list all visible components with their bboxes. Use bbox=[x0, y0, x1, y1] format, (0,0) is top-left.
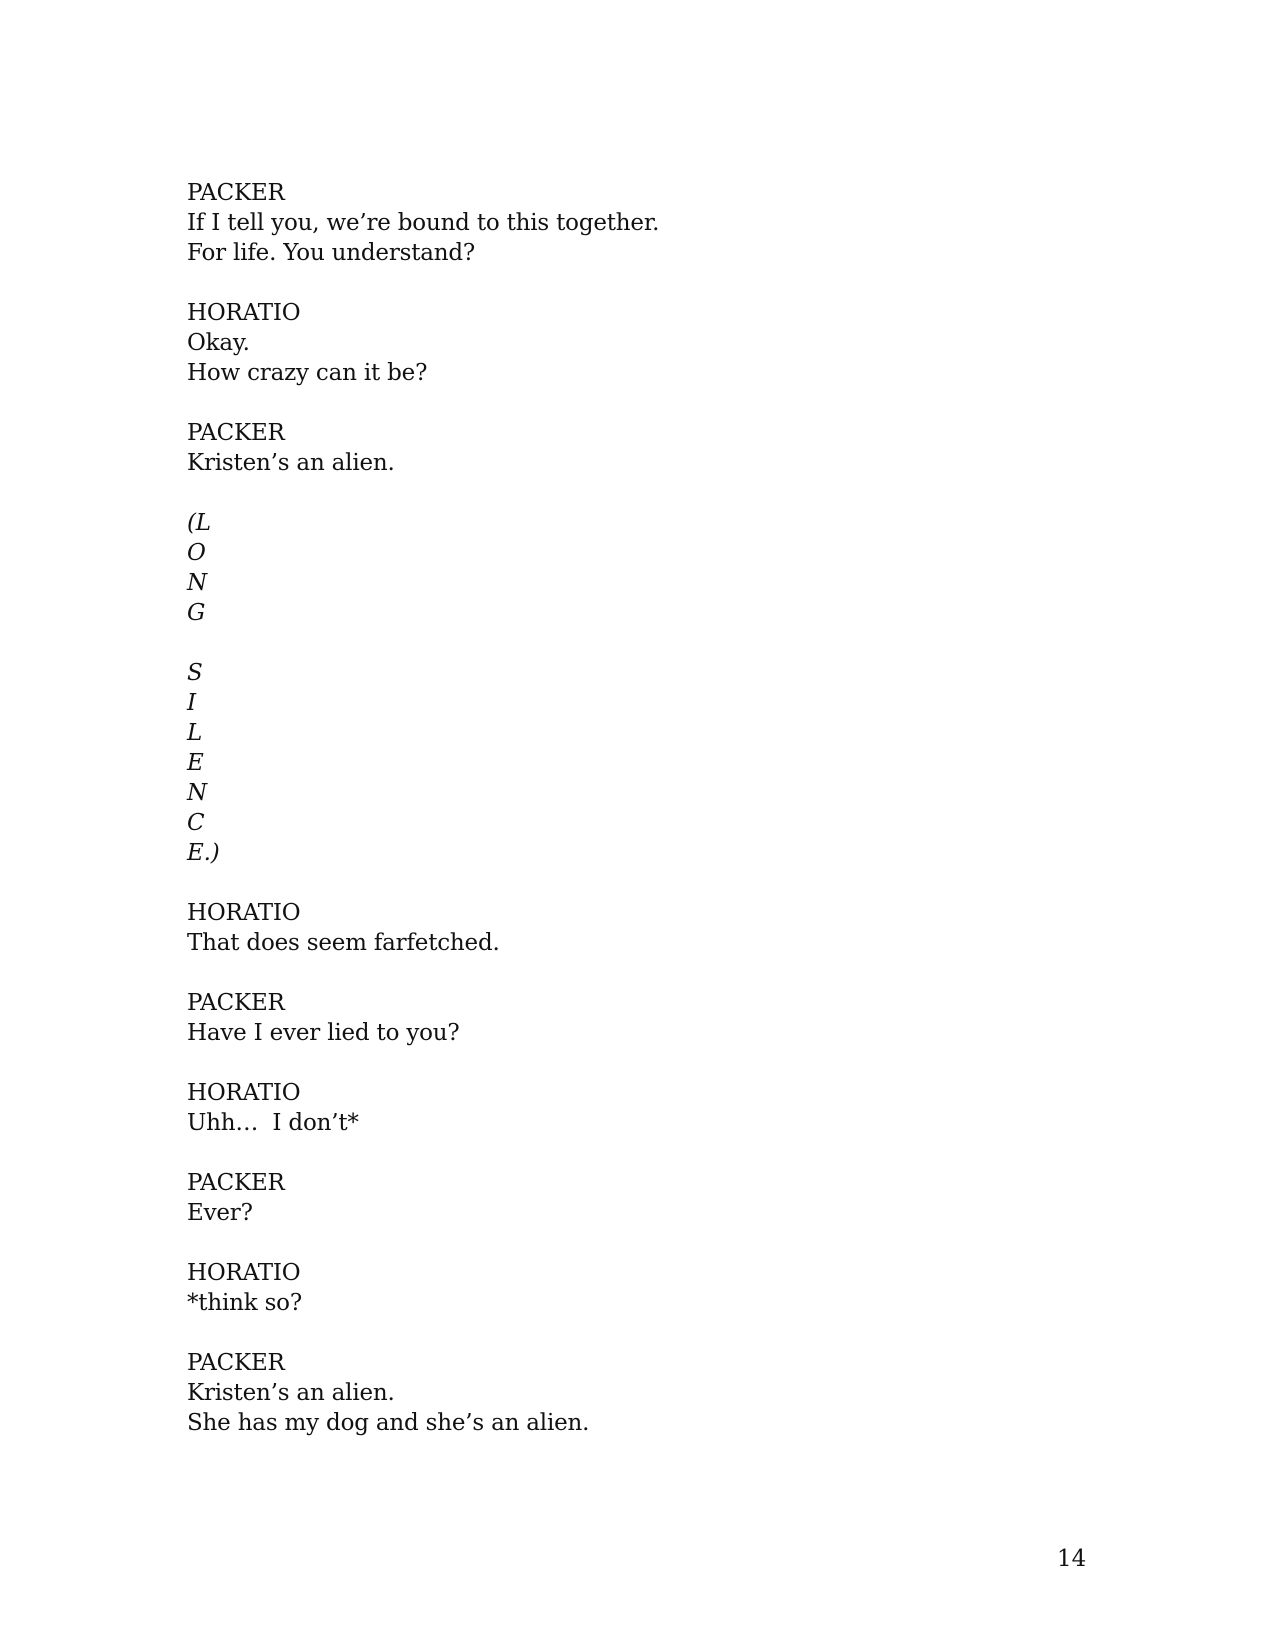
block-spacer bbox=[187, 388, 1087, 418]
dialogue-block bbox=[187, 298, 1087, 388]
dialogue-line: Kristen’s an alien. bbox=[187, 450, 395, 476]
speaker-name: PACKER bbox=[187, 420, 285, 446]
stage-direction-line: N bbox=[187, 570, 207, 596]
block-spacer bbox=[187, 1318, 1087, 1348]
dialogue-line: Uhh… I don’t* bbox=[187, 1110, 359, 1136]
speaker-name: PACKER bbox=[187, 1170, 285, 1196]
dialogue-line: For life. You understand? bbox=[187, 240, 476, 266]
stage-direction-line: (L bbox=[187, 510, 211, 536]
dialogue-line: Okay. bbox=[187, 330, 250, 356]
dialogue-block bbox=[187, 418, 1087, 478]
dialogue-line: Have I ever lied to you? bbox=[187, 1020, 460, 1046]
stage-direction-line: G bbox=[187, 600, 206, 626]
block-spacer bbox=[187, 1138, 1087, 1168]
block-spacer bbox=[187, 478, 1087, 508]
dialogue-block bbox=[187, 1258, 1087, 1318]
stage-direction-line: I bbox=[187, 690, 196, 716]
dialogue-block bbox=[187, 1348, 1087, 1438]
speaker-name: HORATIO bbox=[187, 1260, 301, 1286]
dialogue-line: *think so? bbox=[187, 1290, 302, 1316]
stage-direction-line: E bbox=[187, 750, 204, 776]
dialogue-line: That does seem farfetched. bbox=[187, 930, 500, 956]
dialogue-line: If I tell you, we’re bound to this together. bbox=[187, 210, 660, 236]
block-spacer bbox=[187, 1228, 1087, 1258]
dialogue-block bbox=[187, 988, 1087, 1048]
speaker-name: HORATIO bbox=[187, 900, 301, 926]
block-spacer bbox=[187, 1048, 1087, 1078]
script-body bbox=[187, 178, 1087, 1438]
stage-direction-line: N bbox=[187, 780, 207, 806]
dialogue-block bbox=[187, 1168, 1087, 1228]
dialogue-block bbox=[187, 898, 1087, 958]
page-number: 14 bbox=[1057, 1546, 1087, 1572]
block-spacer bbox=[187, 268, 1087, 298]
stage-direction-line: O bbox=[187, 540, 206, 566]
stage-direction-line: S bbox=[187, 660, 203, 686]
stage-direction bbox=[187, 508, 1087, 868]
speaker-name: PACKER bbox=[187, 1350, 285, 1376]
dialogue-block bbox=[187, 178, 1087, 268]
stage-direction-line: E.) bbox=[187, 840, 220, 866]
block-spacer bbox=[187, 958, 1087, 988]
block-spacer bbox=[187, 868, 1087, 898]
dialogue-block bbox=[187, 1078, 1087, 1138]
speaker-name: PACKER bbox=[187, 180, 285, 206]
speaker-name: HORATIO bbox=[187, 1080, 301, 1106]
dialogue-line: She has my dog and she’s an alien. bbox=[187, 1410, 590, 1436]
stage-direction-line: L bbox=[187, 720, 203, 746]
speaker-name: HORATIO bbox=[187, 300, 301, 326]
dialogue-line: How crazy can it be? bbox=[187, 360, 428, 386]
dialogue-line: Kristen’s an alien. bbox=[187, 1380, 395, 1406]
speaker-name: PACKER bbox=[187, 990, 285, 1016]
stage-direction-line bbox=[187, 628, 1087, 658]
dialogue-line: Ever? bbox=[187, 1200, 253, 1226]
stage-direction-line: C bbox=[187, 810, 205, 836]
